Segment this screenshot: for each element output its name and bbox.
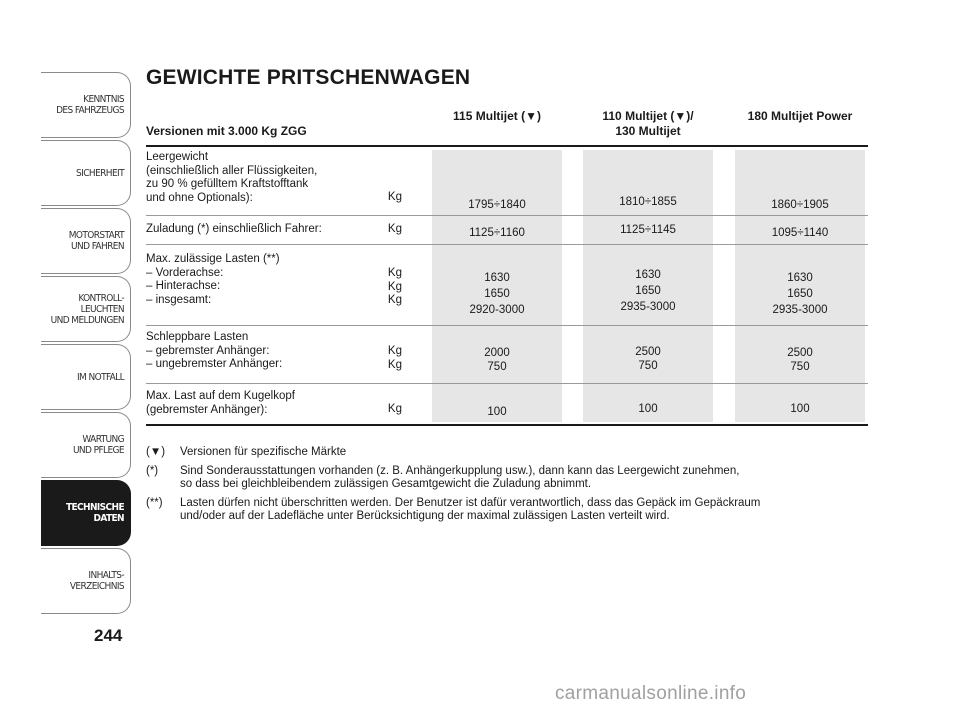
row-divider [146, 244, 868, 245]
unit-kg: Kg [387, 191, 402, 203]
page-number: 244 [94, 626, 123, 645]
column-header-text: 130 Multijet [615, 124, 681, 138]
tab-label: TECHNISCHE [65, 502, 124, 513]
footnote-text: Sind Sonderausstattungen vorhanden (z. B. Anhängerkupplung usw.), dann kann das Leergewicht zunehmen, [180, 464, 740, 477]
label-line: Max. Last auf dem Kugelkopf [146, 390, 295, 402]
tab-inhaltsverzeichnis[interactable] [41, 548, 131, 614]
value-cell: 1095÷1140 [771, 227, 829, 239]
value-cell: 1860÷1905 [771, 199, 829, 211]
tab-wartung[interactable] [41, 412, 131, 478]
row-label-leergewicht [146, 151, 402, 205]
value-cell [432, 346, 562, 374]
column-header-text: 110 Multijet (▼)/ [602, 109, 694, 123]
row-label-zuladung: Zuladung (*) einschließlich Fahrer: [146, 223, 322, 235]
footnote-text: Lasten dürfen nicht überschritten werden. Der Benutzer ist dafür verantwortlich, dass das Gepäck im Gepäckraum [180, 496, 761, 509]
row-label-max-lasten [146, 253, 402, 307]
label-line: (einschließlich aller Flüssigkeiten, [146, 164, 318, 177]
column-header-1 [432, 109, 562, 124]
value-line: 2920-3000 [469, 304, 525, 316]
label-line: (gebremster Anhänger): [146, 403, 268, 416]
column-header-text: 180 Multijet Power [747, 109, 853, 123]
column-header-3 [730, 109, 870, 124]
value-line: 750 [638, 360, 658, 372]
value-line: 2935-3000 [620, 301, 676, 313]
tab-label: VERZEICHNIS [69, 581, 124, 592]
unit-line: Kg [387, 280, 402, 293]
tab-kenntnis[interactable] [41, 72, 131, 138]
table-bottom-rule [146, 424, 868, 426]
value-line: 1650 [484, 288, 510, 300]
tab-label: UND FAHREN [71, 241, 124, 252]
unit-kg [378, 345, 402, 372]
page-title: GEWICHTE PRITSCHENWAGEN [146, 66, 471, 89]
value-line: 1650 [635, 285, 661, 297]
tab-label: MOTORSTART [68, 230, 124, 241]
value-line: 750 [487, 361, 507, 373]
value-cell: 1125÷1160 [469, 227, 525, 239]
tab-label: UND MELDUNGEN [50, 314, 124, 326]
value-line: 750 [790, 361, 810, 373]
tab-label: INHALTS- [88, 570, 124, 581]
row-divider [146, 215, 868, 216]
unit-line: Kg [387, 345, 402, 357]
value-cell: 1125÷1145 [620, 224, 676, 236]
row-label-kugelkopf [146, 390, 402, 417]
tab-label: KENNTNIS [83, 94, 124, 105]
value-cell [735, 270, 865, 318]
value-cell [432, 270, 562, 318]
value-line: 1650 [787, 288, 813, 300]
footnote [146, 446, 876, 460]
tab-label: KONTROLL- [78, 292, 124, 304]
footnote-symbol: (▼) [146, 446, 166, 458]
footnote-symbol: (*) [146, 464, 159, 477]
tab-label: DATEN [93, 513, 124, 524]
label-line: und ohne Optionals): [146, 191, 253, 204]
label-line: – gebremster Anhänger: [146, 344, 270, 357]
label-line: – Hinterachse: [146, 280, 221, 292]
header-rule [146, 145, 868, 147]
label-line: – insgesamt: [146, 293, 212, 306]
footnote-symbol: (**) [146, 496, 163, 509]
tab-motorstart[interactable] [41, 208, 131, 274]
value-line: 1630 [787, 272, 813, 284]
value-line: 2500 [787, 347, 813, 359]
value-cell: 1795÷1840 [468, 199, 526, 211]
value-line: 1630 [484, 272, 510, 284]
tab-im-notfall[interactable] [41, 344, 131, 410]
unit-line: Kg [387, 267, 402, 279]
tab-label: DES FAHRZEUGS [56, 105, 124, 116]
row-label-schleppbare-lasten [146, 331, 402, 372]
value-cell: 100 [638, 403, 658, 415]
footnote [146, 497, 876, 524]
tab-label: UND PFLEGE [72, 445, 124, 456]
label-line: zu 90 % gefülltem Kraftstofftank [146, 178, 309, 190]
value-line: 1630 [635, 269, 661, 281]
label-line: – ungebremster Anhänger: [146, 358, 283, 370]
watermark: carmanualsonline.info [555, 683, 747, 704]
tab-label: SICHERHEIT [76, 167, 124, 179]
footnote-text: so dass bei gleichbleibendem zulässigen Gesamtgewicht die Zuladung abnimmt. [180, 478, 592, 490]
label-line: Schleppbare Lasten [146, 331, 249, 343]
column-header-text: 115 Multijet (▼) [453, 109, 541, 123]
tab-kontrollleuchten[interactable] [41, 276, 131, 342]
tab-label: LEUCHTEN [80, 303, 124, 315]
footnote-text: Versionen für spezifische Märkte [180, 446, 347, 458]
value-line: 2500 [635, 346, 661, 358]
row-divider [146, 383, 868, 384]
value-cell: 100 [790, 403, 810, 415]
label-line: – Vorderachse: [146, 266, 224, 279]
unit-kg [378, 267, 402, 308]
footnote-text: und/oder auf der Ladefläche unter Berücksichtigung der maximal zulässigen Lasten verteilt wird. [180, 510, 670, 522]
row-divider [146, 325, 868, 326]
tab-sicherheit[interactable] [41, 140, 131, 206]
tab-label: WARTUNG [82, 434, 124, 445]
unit-line: Kg [387, 294, 402, 306]
value-line: 2000 [484, 347, 510, 359]
unit-kg: Kg [387, 223, 402, 235]
column-header-2 [575, 109, 721, 139]
footnotes [146, 446, 876, 529]
table-header-versions: Versionen mit 3.000 Kg ZGG [146, 124, 307, 138]
tab-label: IM NOTFALL [76, 371, 124, 383]
label-line: Leergewicht [146, 151, 209, 163]
unit-kg: Kg [387, 403, 402, 415]
label-line: Max. zulässige Lasten (**) [146, 253, 280, 265]
tab-technische-daten[interactable] [41, 480, 131, 546]
value-cell: 1810÷1855 [619, 196, 677, 208]
footnote [146, 465, 876, 492]
value-cell [583, 345, 713, 373]
unit-line: Kg [387, 358, 402, 371]
value-line: 2935-3000 [772, 304, 828, 316]
value-cell [735, 346, 865, 374]
value-cell: 100 [487, 406, 507, 418]
value-cell [583, 267, 713, 315]
